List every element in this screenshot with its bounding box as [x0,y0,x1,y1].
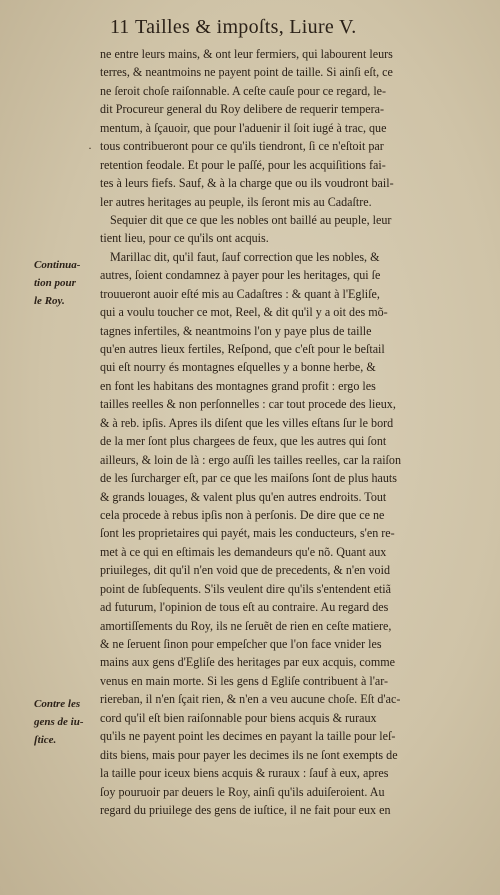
margin-note-line: le Roy. [34,295,65,307]
text-line: dits biens, mais pour payer les decimes ils ne ſont exempts de [100,747,398,762]
text-line: tes à leurs fiefs. Sauf, & à la charge que ou ils voudront bail- [100,176,394,191]
text-line: tous contribueront pour ce qu'ils tiendront, ſi ce n'eſtoit par [100,139,384,154]
body-text [100,45,488,819]
margin-note-line: Contre les [34,698,81,710]
text-line: retention feodale. Et pour le paſſé, pour les acquiſitions fai- [100,157,386,172]
text-line: point de ſubſequents. S'ils veulent dire qu'ils s'entendent etiã [100,581,392,596]
text-line: tailles reelles & non perſonnelles : car tout procede des lieux, [100,397,396,412]
margin-note-continuation [34,256,98,310]
text-line: ne entre leurs mains, & ont leur fermiers, qui labourent leurs [100,47,393,61]
text-line: trouueront auoir eſté mis au Cadaſtres : & quant à l'Egliſe, [100,286,380,301]
margin-note-line: Continua- [34,259,81,271]
running-title: Tailles & impoſts, Liure V. [135,16,357,38]
text-line: Sequier dit que ce que les nobles ont baillé au peuple, leur [110,212,392,227]
text-line: priuileges, dit qu'il n'en void que de precedents, & n'en void [100,563,391,578]
text-line: la taille pour iceux biens acquis & ruraux : ſauf à eux, apres [100,766,389,781]
text-line: en font les habitans des montagnes grand profit : ergo les [100,378,376,393]
margin-note-line: tion pour [34,277,76,289]
text-line: autres, ſoient condamnez à payer pour les heritages, qui ſe [100,268,381,283]
text-line: Marillac dit, qu'il faut, ſauf correction que les nobles, & [110,249,380,264]
text-line: ailleurs, & loin de là : ergo auſſi les tailles reelles, car la raiſon [100,452,402,467]
text-line: amortiſſements du Roy, ils ne ſeruẽt de rien en ceſte matiere, [100,618,392,633]
text-line: qui eſt nourry és montagnes eſquelles y a bonne herbe, & [100,360,376,375]
text-line: met à ce qui en eſtimais les demandeurs qu'e nõ. Quant aux [100,544,387,559]
text-line: cela procede à rebus ipſis non à perſonis. De dire que ce ne [100,507,385,522]
text-line: ſont les proprietaires qui payét, mais les conducteurs, s'en re- [100,526,395,541]
margin-note-line: gens de iu- [34,716,84,728]
text-line: ler autres heritages au peuple, ils ſeront mis au Cadaſtre. [100,194,372,209]
text-line: & grands louages, & valent plus qu'en autres endroits. Tout [100,489,387,504]
text-line: mentum, à ſçauoir, que pour l'aduenir il ſoit iugé à trac, que [100,120,387,135]
text-line: de la mer ſont plus chargees de feux, que les autres qui ſont [100,434,387,449]
text-line: regard du priuilege des gens de iuſtice, il ne fait pour eux en [100,802,391,817]
text-line: cord qu'il eſt bien raiſonnable pour biens acquis & ruraux [100,710,377,725]
text-line: tient lieu, pour ce qu'ils ont acquis. [100,231,269,246]
margin-note-gens-de-justice [34,695,98,749]
text-line: qui a voulu toucher ce mot, Reel, & dit qu'il y a oit des mõ- [100,305,388,320]
text-line: de les ſurcharger eſt, par ce que les maiſons ſont de plus hauts [100,471,397,486]
text-line: ad futurum, l'opinion de tous eſt au contraire. Au regard des [100,600,389,615]
text-line: venus en main morte. Si les gens d Egliſe contribuent à l'ar- [100,673,389,688]
text-line: tagnes infertiles, & neantmoins l'on y paye plus de taille [100,323,372,338]
text-line: ne ſeroit choſe raiſonnable. A ceſte cauſe pour ce regard, le- [100,83,387,98]
text-line: terres, & neantmoins ne payent point de taille. Si ainſi eſt, ce [100,65,393,80]
text-line: dit Procureur general du Roy delibere de requerir tempera- [100,102,385,117]
page-number: 11 [110,16,130,38]
text-line: riereban, il n'en ſçait rien, & n'en a veu aucune choſe. Eſt d'ac- [100,692,401,707]
margin-mark: · [88,141,92,155]
text-line: ſoy pouruoir par deuers le Roy, ainſi qu'ils aduiſeroient. Au [100,784,385,799]
text-line: mains aux gens d'Egliſe des heritages par eux acquis, comme [100,655,396,670]
text-line: & ne ſeruent ſinon pour empeſcher que l'on face vnider les [100,637,382,651]
margin-note-line: ſtice. [34,734,57,746]
text-line: qu'en autres lieux fertiles, Reſpond, que c'eſt pour le beſtail [100,342,385,356]
text-line: & à reb. ipſis. Apres ils diſent que les villes eſtans ſur le bord [100,415,394,430]
running-head [0,10,500,40]
text-line: qu'ils ne payent point les decimes en payant la taille pour leſ- [100,729,396,744]
